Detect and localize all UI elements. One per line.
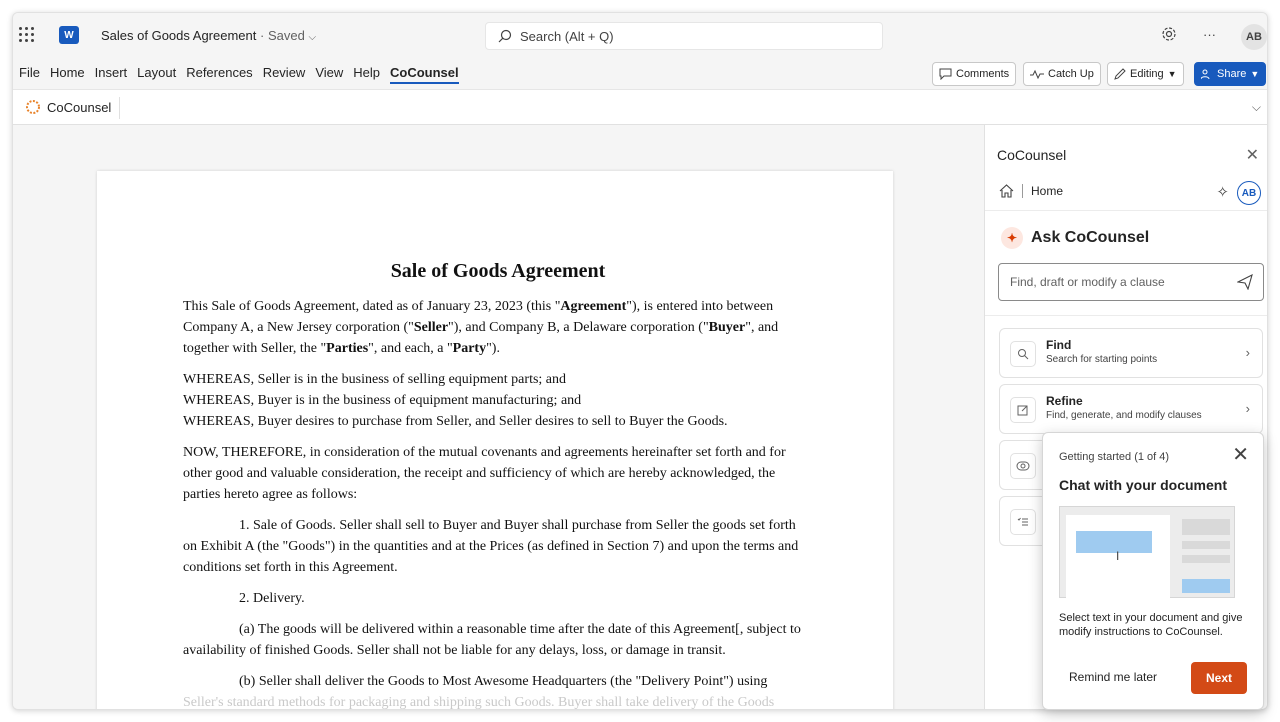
remind-me-later-button[interactable]: Remind me later bbox=[1069, 670, 1158, 684]
sparkle-icon[interactable]: ✧ bbox=[1216, 184, 1229, 201]
cocounsel-ribbon-button[interactable] bbox=[25, 99, 111, 115]
ask-title-text: Ask CoCounsel bbox=[1031, 229, 1150, 246]
document-canvas[interactable] bbox=[13, 125, 984, 710]
app-launcher-icon[interactable] bbox=[19, 27, 35, 43]
getting-started-popup bbox=[1042, 432, 1264, 710]
editing-label: Editing bbox=[1130, 68, 1164, 80]
section-1: 1. Sale of Goods. Seller shall sell to Buyer and Buyer shall purchase from Seller the goods set forth on Exhibit A (the "Goods") in the quantities and at the Prices (as defined in Section 7) and upon the terms and conditions set forth in this Agreement. bbox=[183, 518, 799, 575]
catch-up-button[interactable] bbox=[1023, 62, 1101, 86]
next-button[interactable]: Next bbox=[1191, 662, 1247, 694]
home-breadcrumb[interactable] bbox=[999, 184, 1063, 198]
breadcrumb-separator bbox=[1022, 184, 1023, 198]
sparkle-icon: ✦ bbox=[1001, 227, 1023, 249]
svg-text:I: I bbox=[1116, 549, 1120, 563]
search-icon bbox=[1010, 341, 1036, 367]
panel-title: CoCounsel bbox=[997, 147, 1067, 163]
find-title: Find bbox=[1046, 338, 1072, 352]
refine-subtitle: Find, generate, and modify clauses bbox=[1046, 410, 1202, 421]
editing-mode-button[interactable] bbox=[1107, 62, 1184, 86]
section-2-heading: 2. Delivery. bbox=[239, 591, 305, 606]
word-logo-icon[interactable]: W bbox=[59, 26, 79, 44]
panel-divider bbox=[985, 315, 1268, 316]
share-label: Share bbox=[1217, 68, 1247, 80]
share-people-icon bbox=[1201, 68, 1213, 80]
ask-input[interactable] bbox=[998, 263, 1264, 301]
ask-cocounsel-heading bbox=[1001, 227, 1149, 249]
chevron-down-icon: ▼ bbox=[1250, 69, 1260, 79]
illustration bbox=[1059, 506, 1235, 598]
tab-layout[interactable]: Layout bbox=[137, 65, 177, 80]
document-heading: Sale of Goods Agreement bbox=[390, 260, 606, 282]
home-label: Home bbox=[1031, 184, 1064, 198]
more-options-icon[interactable]: ··· bbox=[1203, 27, 1216, 42]
panel-user-avatar[interactable]: AB bbox=[1237, 181, 1261, 205]
tab-view[interactable]: View bbox=[315, 65, 344, 80]
catch-up-label: Catch Up bbox=[1048, 68, 1094, 80]
comment-icon bbox=[939, 68, 952, 80]
cocounsel-ribbon-label: CoCounsel bbox=[47, 99, 112, 115]
tab-home[interactable]: Home bbox=[49, 65, 85, 80]
ribbon-separator bbox=[119, 97, 120, 119]
popup-description: Select text in your document and give modify instructions to CoCounsel. bbox=[1059, 612, 1243, 638]
whereas-clause: WHEREAS, Buyer desires to purchase from Seller, and Seller desires to sell to Buyer the Goods. bbox=[183, 414, 728, 429]
document-page[interactable] bbox=[97, 171, 893, 710]
refine-title: Refine bbox=[1046, 394, 1083, 408]
whereas-clause: WHEREAS, Seller is in the business of selling equipment parts; and bbox=[183, 372, 567, 387]
section-2b: (b) Seller shall deliver the Goods to Most Awesome Headquarters (the "Delivery Point") using bbox=[239, 674, 768, 689]
edit-icon bbox=[1010, 397, 1036, 423]
section-2b-continued: Seller's standard methods for packaging and shipping such Goods. Buyer shall take delivery of the Goods bbox=[183, 695, 775, 710]
document-illustration bbox=[1060, 507, 1236, 599]
step-indicator: Getting started (1 of 4) bbox=[1059, 451, 1170, 463]
title-bar bbox=[13, 13, 1267, 59]
intro-paragraph: This Sale of Goods Agreement, dated as of January 23, 2023 (this "Agreement"), is entered into between Company A, a New Jersey corporation ("Seller"), and Company B, a Delaware corporation ("Buyer", and together with Seller, the "Parties", and each, a "Party"). bbox=[183, 299, 779, 356]
chevron-right-icon: › bbox=[1245, 401, 1250, 416]
comments-label: Comments bbox=[956, 68, 1010, 80]
ribbon bbox=[13, 89, 1267, 125]
panel-nav bbox=[985, 173, 1268, 211]
tab-insert[interactable]: Insert bbox=[94, 65, 128, 80]
find-subtitle: Search for starting points bbox=[1046, 354, 1158, 365]
search-icon bbox=[498, 29, 512, 43]
collapse-ribbon-icon[interactable]: ⌵ bbox=[1251, 100, 1261, 114]
chevron-down-icon: ▼ bbox=[1167, 69, 1177, 79]
search-placeholder: Search (Alt + Q) bbox=[520, 28, 614, 44]
refine-card[interactable] bbox=[999, 384, 1263, 434]
search-box[interactable] bbox=[485, 22, 883, 50]
now-therefore-paragraph: NOW, THEREFORE, in consideration of the mutual covenants and agreements hereinafter set forth and for other good and valuable consideration, the receipt and sufficiency of which are hereby acknowledged, the parties hereto agree as follows: bbox=[183, 445, 786, 502]
settings-gear-icon[interactable] bbox=[1161, 26, 1177, 42]
whereas-clause: WHEREAS, Buyer is in the business of equipment manufacturing; and bbox=[183, 393, 582, 408]
document-title-text: Sales of Goods Agreement bbox=[101, 28, 257, 43]
pencil-icon bbox=[1114, 68, 1126, 80]
saved-status: · Saved bbox=[260, 28, 305, 43]
user-avatar[interactable]: AB bbox=[1241, 24, 1267, 50]
cocounsel-logo-icon bbox=[25, 99, 41, 115]
tab-cocounsel[interactable]: CoCounsel bbox=[390, 65, 459, 84]
send-icon[interactable] bbox=[1237, 274, 1253, 290]
tab-review[interactable]: Review bbox=[262, 65, 306, 80]
find-card[interactable] bbox=[999, 328, 1263, 378]
chevron-down-icon: ⌵ bbox=[308, 32, 317, 43]
compare-icon bbox=[1010, 453, 1036, 479]
home-icon bbox=[999, 184, 1014, 198]
close-panel-icon[interactable]: ✕ bbox=[1245, 147, 1259, 164]
section-2a: (a) The goods will be delivered within a reasonable time after the date of this Agreement[, subject to availability of finished Goods. Seller shall not be liable for any delays, loss, or damage in transit. bbox=[183, 622, 801, 658]
chevron-right-icon: › bbox=[1245, 345, 1250, 360]
popup-title: Chat with your document bbox=[1059, 477, 1227, 493]
document-title[interactable] bbox=[101, 28, 316, 43]
tab-file[interactable]: File bbox=[19, 65, 40, 80]
activity-icon bbox=[1030, 69, 1044, 79]
close-popup-icon[interactable]: ✕ bbox=[1232, 444, 1249, 466]
tab-references[interactable]: References bbox=[186, 65, 253, 80]
menu-bar bbox=[13, 59, 1267, 89]
checklist-icon bbox=[1010, 509, 1036, 535]
ask-placeholder: Find, draft or modify a clause bbox=[1010, 275, 1165, 289]
tab-help[interactable]: Help bbox=[353, 65, 381, 80]
menu-tabs bbox=[19, 65, 459, 84]
comments-button[interactable] bbox=[932, 62, 1016, 86]
share-button[interactable] bbox=[1194, 62, 1266, 86]
